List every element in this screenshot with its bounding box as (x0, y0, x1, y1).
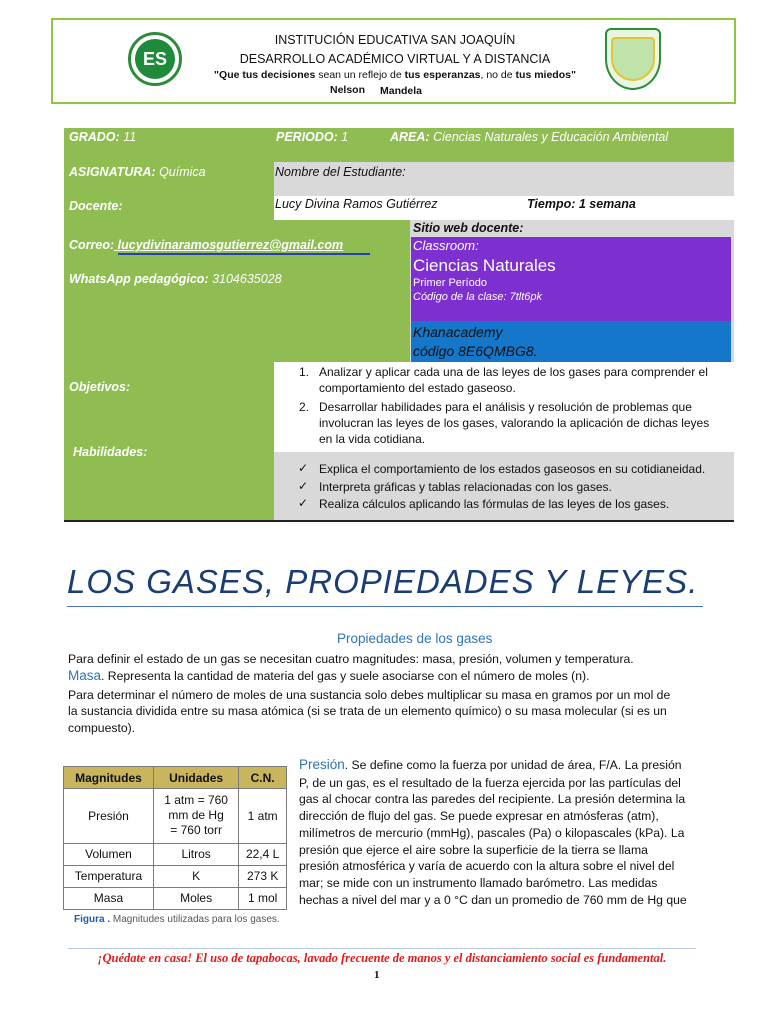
document-title: LOS GASES, PROPIEDADES Y LEYES. (67, 563, 699, 600)
skills-label: Habilidades: (73, 445, 148, 459)
khanacademy-label: Khanacademy (413, 324, 503, 340)
check-icon: ✓ (298, 496, 309, 510)
quote-author-first: Nelson (330, 84, 366, 96)
whatsapp-field: WhatsApp pedagógico: 3104635028 (69, 272, 282, 286)
magnitudes-table (63, 766, 287, 910)
figure-caption: Figura . Magnitudes utilizadas para los gases. (74, 914, 280, 925)
presion-line-5: milímetros de mercurio (mmHg), pascales (Pa) o kilopascales (kPa). La (299, 826, 685, 840)
skill-1: Explica el comportamiento de los estados gaseosos en su cotidianeidad. (319, 462, 706, 476)
area-field: AREA: Ciencias Naturales y Educación Ambiental (390, 130, 669, 144)
footer-message: ¡Quédate en casa! El uso de tapabocas, lavado frecuente de manos y el distanciamiento social es fundamental. (97, 951, 667, 965)
khanacademy-code: código 8E6QMBG8. (413, 343, 538, 359)
skill-3: Realiza cálculos aplicando las fórmulas de las leyes de los gases. (319, 497, 670, 511)
student-name-label: Nombre del Estudiante: (275, 165, 406, 179)
email-link[interactable]: lucydivinaramosgutierrez@gmail.com (114, 238, 344, 252)
presion-line-4: dirección de flujo del gas. Se puede expresar en atmósferas (atm), (299, 809, 659, 823)
title-underline (67, 606, 703, 607)
check-icon: ✓ (298, 479, 309, 493)
objective-2-num: 2. (299, 400, 310, 414)
presion-line-6: presión que ejerce el aire sobre la superficie de la tierra se llama (299, 843, 648, 857)
moles-line-3: compuesto). (68, 721, 136, 735)
teacher-label: Docente: (69, 199, 123, 213)
footer-divider (68, 948, 696, 949)
section-heading: Propiedades de los gases (337, 631, 493, 646)
time-field: Tiempo: 1 semana (527, 197, 636, 211)
skill-2: Interpreta gráficas y tablas relacionadas con los gases. (319, 480, 612, 494)
email-field: Correo: lucydivinaramosgutierrez@gmail.com (69, 238, 344, 252)
table-row: Masa Moles 1 mol (64, 887, 287, 909)
objective-2-line1: Desarrollar habilidades para el análisis y resolución de problemas que (319, 400, 692, 414)
presion-line-3: gas al chocar contra las paredes del recipiente. La presión determina la (299, 792, 686, 806)
table-row: Volumen Litros 22,4 L (64, 843, 287, 865)
presion-line-8: mar; se mide con un instrumento llamado barómetro. Las medidas (299, 876, 658, 890)
objectives-label: Objetivos: (69, 380, 131, 394)
check-icon: ✓ (298, 461, 309, 475)
school-shield-logo-right (605, 28, 661, 90)
teacher-name: Lucy Divina Ramos Gutiérrez (275, 197, 438, 211)
institution-name: INSTITUCIÓN EDUCATIVA SAN JOAQUÍN (274, 33, 516, 47)
quote-author-last: Mandela (380, 85, 423, 97)
table-header-magnitudes: Magnitudes (64, 767, 154, 789)
period-field: PERIODO: 1 (276, 130, 349, 144)
moles-line-2: la sustancia dividida entre su masa atómica (si se trata de un elemento químico) o su masa molecular (si es un (68, 704, 667, 718)
subject-field: ASIGNATURA: Química (69, 165, 206, 179)
presion-line-9: hechas a nivel del mar y a 0 °C dan un promedio de 760 mm de Hg que (299, 893, 687, 907)
intro-paragraph: Para definir el estado de un gas se necesitan cuatro magnitudes: masa, presión, volumen y temperatura. (68, 652, 634, 666)
moles-line-1: Para determinar el número de moles de una sustancia solo debes multiplicar su masa en gramos por un mol de (68, 688, 671, 702)
classroom-code: Código de la clase: 7tlt6pk (413, 291, 543, 303)
website-label: Sitio web docente: (413, 221, 524, 235)
classroom-label: Classroom: (413, 238, 479, 253)
grade-field: GRADO: 11 (69, 130, 137, 144)
presion-line-2: P, de un gas, es el resultado de la fuerza ejercida por las partículas del (299, 776, 681, 790)
school-logo-left: ES (128, 32, 182, 86)
objective-1-line2: comportamiento del estado gaseoso. (319, 381, 516, 395)
table-row: Temperatura K 273 K (64, 865, 287, 887)
table-header-cn: C.N. (239, 767, 287, 789)
classroom-name: Ciencias Naturales (413, 256, 556, 275)
objective-2-line2: involucran las leyes de los gases, valorando la aplicación de dichas leyes (319, 416, 710, 430)
table-bottom-border (64, 520, 734, 522)
objective-1-line1: Analizar y aplicar cada una de las leyes de los gases para comprender el (319, 365, 708, 379)
institution-subtitle: DESARROLLO ACADÉMICO VIRTUAL Y A DISTANCIA (239, 52, 551, 66)
page-number: 1 (374, 969, 380, 981)
table-header-units: Unidades (153, 767, 238, 789)
header-quote: "Que tus decisiones sean un reflejo de tus esperanzas, no de tus miedos" (214, 69, 576, 81)
table-row: Presión 1 atm = 760 mm de Hg = 760 torr 1 atm (64, 789, 287, 843)
presion-line-7: presión atmosférica y varía de acuerdo con la altura sobre el nivel del (299, 859, 675, 873)
objective-2-line3: en la vida cotidiana. (319, 432, 426, 446)
presion-line-1: Presión. Se define como la fuerza por unidad de área, F/A. La presión (299, 757, 682, 772)
masa-paragraph: Masa. Representa la cantidad de materia del gas y suele asociarse con el número de moles (n). (68, 668, 590, 683)
classroom-period: Primer Período (413, 277, 487, 289)
objective-1-num: 1. (299, 365, 310, 379)
email-underline (118, 253, 370, 255)
